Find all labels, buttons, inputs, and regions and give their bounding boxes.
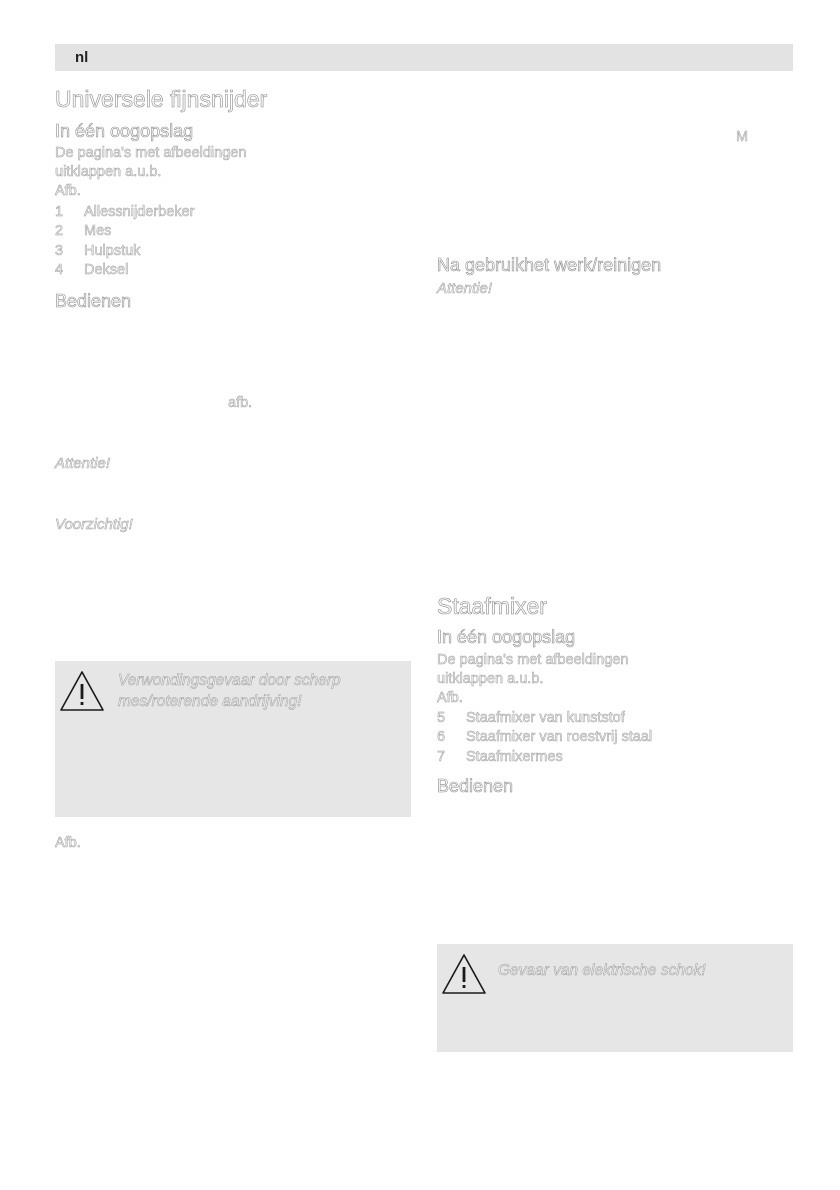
language-code: nl	[75, 49, 89, 66]
right-m-label: M	[736, 129, 749, 145]
left-title: Universele fijnsnijder	[55, 86, 268, 112]
right-parts-list	[437, 709, 652, 767]
left-overview-text-2: uitklappen a.u.b.	[55, 164, 162, 180]
left-parts-list	[55, 203, 194, 280]
right-attention: Attentie!	[437, 280, 493, 297]
right-overview-text-1: De pagina's met afbeeldingen	[437, 652, 629, 668]
left-attention: Attentie!	[55, 455, 111, 472]
warning-triangle-icon	[58, 669, 106, 713]
right-warning-text: Gevaar van elektrische schok!	[498, 962, 706, 979]
right-operate-heading: Bedienen	[437, 776, 514, 796]
left-caution: Voorzichtig!	[55, 516, 133, 533]
left-warning-text: Verwondingsgevaar door scherp mes/roterende aandrijving!	[118, 672, 341, 710]
language-bar	[55, 44, 793, 71]
left-overview-heading: In één oogopslag	[55, 121, 194, 141]
list-item: 2 Mes	[55, 223, 112, 240]
left-afb-label: Afb.	[55, 183, 81, 199]
right-overview-heading: In één oogopslag	[437, 627, 576, 647]
left-afb-inline: afb.	[228, 395, 253, 411]
list-item: 3 Hulpstuk	[55, 242, 141, 259]
list-item: 5 Staafmixer van kunststof	[437, 710, 625, 726]
left-operate-heading: Bedienen	[55, 291, 132, 311]
right-warning-box	[437, 944, 793, 1052]
list-item: 7 Staafmixermes	[437, 748, 563, 765]
right-overview-text-2: uitklappen a.u.b.	[437, 671, 544, 687]
right-title: Staafmixer	[437, 593, 547, 619]
list-item: 4 Deksel	[55, 261, 129, 278]
left-afb-bottom: Afb.	[55, 835, 81, 851]
right-after-use-heading: Na gebruikhet werk/reinigen	[437, 255, 662, 275]
left-overview-text-1: De pagina's met afbeeldingen	[55, 145, 247, 161]
list-item: 1 Allessnijderbeker	[55, 204, 195, 220]
left-warning-box	[55, 661, 411, 817]
right-afb-label: Afb.	[437, 690, 463, 706]
warning-triangle-icon	[440, 952, 488, 996]
list-item: 6 Staafmixer van roestvrij staal	[437, 729, 653, 746]
